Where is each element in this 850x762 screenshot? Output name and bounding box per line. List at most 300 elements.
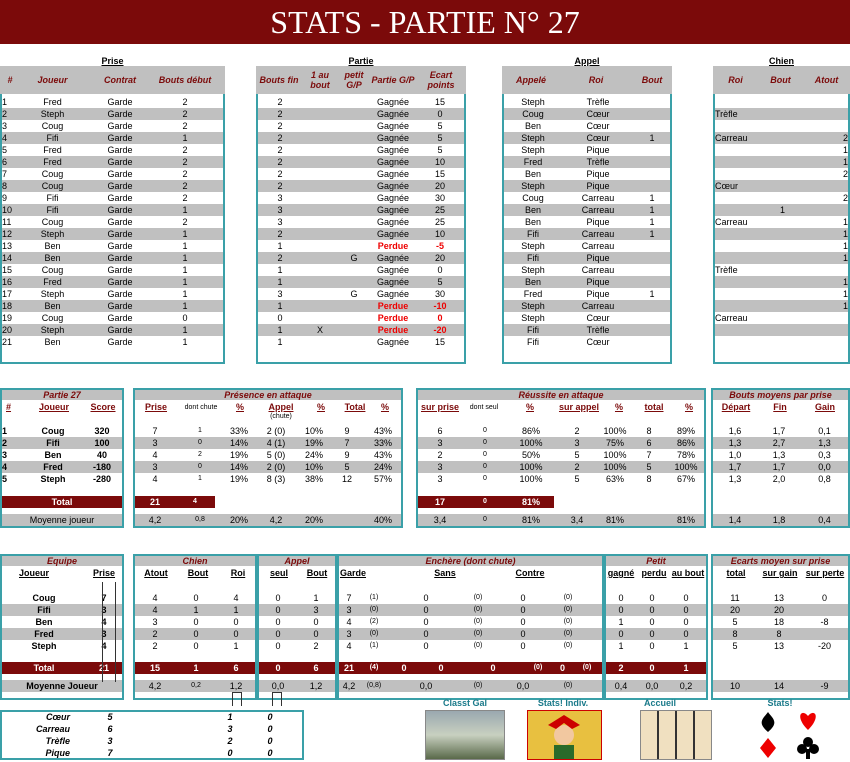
- table-row: [2, 156, 223, 168]
- table-cell: 1: [233, 605, 239, 615]
- table-row: [715, 252, 848, 264]
- table-cell: 4: [2, 133, 8, 143]
- table-cell: Coug: [41, 169, 64, 179]
- table-cell: Gagnée: [376, 205, 410, 215]
- table-cell: [338, 264, 370, 276]
- table-cell: G: [350, 289, 358, 299]
- table-cell: Carreau: [581, 265, 615, 275]
- accueil-link[interactable]: Accueil: [643, 698, 676, 708]
- table-cell: X: [316, 325, 323, 335]
- table-cell: 1: [618, 617, 624, 627]
- table-cell: 1,3: [818, 438, 831, 448]
- table-cell: 1: [198, 475, 202, 482]
- table-cell: 10: [434, 157, 445, 167]
- table-row: [258, 204, 464, 216]
- table-cell: [715, 192, 760, 204]
- table-cell: Garde: [107, 325, 133, 335]
- table-cell: 0: [275, 641, 281, 651]
- table-cell: [634, 180, 670, 192]
- table-cell: 1: [182, 241, 188, 251]
- table-row: [606, 616, 706, 628]
- table-cell: 0: [275, 629, 281, 639]
- table-cell: 0: [483, 451, 487, 458]
- table-cell: Perdue: [377, 325, 409, 335]
- table-cell: 3: [277, 289, 283, 299]
- table-cell: Gagnée: [376, 181, 410, 191]
- table-cell: [805, 108, 848, 120]
- table-cell: 20: [434, 181, 445, 191]
- table-cell: -5: [435, 241, 444, 251]
- table-cell: 0: [649, 605, 655, 615]
- jester-image[interactable]: [527, 710, 602, 760]
- table-cell: [338, 144, 370, 156]
- column-header: Fin: [773, 402, 787, 412]
- table-row: [504, 324, 670, 336]
- table-row: [2, 228, 223, 240]
- table-row: [715, 96, 848, 108]
- table-cell: 21: [343, 663, 354, 673]
- section-chien: Chien: [768, 56, 794, 66]
- table-cell: Garde: [107, 313, 133, 323]
- table-row: [258, 336, 464, 348]
- table-row: [259, 616, 335, 628]
- table-cell: Carreau: [581, 301, 615, 311]
- table-cell: Ben: [524, 217, 541, 227]
- table-cell: 1: [842, 301, 848, 311]
- table-cell: 2: [277, 157, 283, 167]
- table-cell: 0: [483, 439, 487, 446]
- table-cell: [760, 276, 805, 288]
- table-row: [715, 108, 848, 120]
- column-header: Garde: [340, 568, 367, 578]
- ecarts-title: Ecarts moyen sur prise: [713, 556, 848, 566]
- table-row: [2, 449, 122, 461]
- classement-image[interactable]: [425, 710, 505, 760]
- column-header: %: [380, 402, 389, 412]
- table-cell: 0: [490, 663, 496, 673]
- table-cell: 100%: [603, 450, 627, 460]
- table-cell: 17: [2, 289, 13, 299]
- table-row: [2, 473, 122, 485]
- table-cell: 15: [2, 265, 13, 275]
- table-cell: Steph: [521, 181, 545, 191]
- table-row: [606, 662, 706, 674]
- table-cell: [715, 336, 760, 348]
- table-cell: [760, 228, 805, 240]
- table-cell: [302, 252, 338, 264]
- table-cell: 4,2: [269, 515, 283, 525]
- table-cell: 2: [182, 193, 188, 203]
- reussite-title: Réussite en attaque: [418, 390, 704, 400]
- table-cell: Trèfle: [715, 109, 738, 119]
- table-cell: Ben: [524, 205, 541, 215]
- table-cell: [338, 108, 370, 120]
- table-cell: 2: [2, 438, 8, 448]
- table-cell: Gagnée: [376, 253, 410, 263]
- table-cell: Steph: [40, 109, 65, 119]
- table-row: [2, 96, 223, 108]
- table-cell: 3,4: [570, 515, 584, 525]
- table-cell: [760, 132, 805, 144]
- table-cell: Garde: [107, 265, 133, 275]
- table-cell: [302, 168, 338, 180]
- table-cell: [302, 228, 338, 240]
- table-cell: 2: [842, 193, 848, 203]
- suits-icon[interactable]: [750, 708, 830, 760]
- table-cell: 4,2: [148, 681, 162, 691]
- table-cell: 0,0: [645, 681, 659, 691]
- table-cell: (0): [563, 594, 573, 601]
- table-cell: [583, 616, 602, 628]
- table-cell: Moyenne Joueur: [26, 681, 98, 691]
- table-cell: 15: [434, 337, 445, 347]
- table-cell: (0,8): [366, 682, 382, 689]
- table-cell: 6: [313, 663, 319, 673]
- table-cell: 0: [649, 593, 655, 603]
- table-cell: Cœur: [46, 712, 70, 722]
- table-row: [715, 228, 848, 240]
- table-cell: 1: [277, 265, 283, 275]
- table-cell: [805, 96, 848, 108]
- table-cell: Gagnée: [376, 121, 410, 131]
- table-cell: 0: [483, 516, 487, 523]
- table-cell: 11: [730, 593, 740, 603]
- table-cell: 2: [277, 121, 283, 131]
- table-cell: [634, 156, 670, 168]
- table-cell: 1,8: [772, 515, 786, 525]
- table-cell: 0: [193, 641, 199, 651]
- table-cell: 81%: [521, 515, 540, 525]
- table-cell: 2: [277, 109, 283, 119]
- table-cell: Coug: [41, 121, 64, 131]
- table-row: [259, 640, 335, 652]
- table-cell: 1: [779, 205, 785, 215]
- table-cell: 0,2: [191, 682, 201, 689]
- table-cell: [760, 144, 805, 156]
- table-row: [259, 592, 335, 604]
- column-header: Score: [90, 402, 116, 412]
- table-cell: 100%: [603, 426, 627, 436]
- table-cell: Pique: [586, 169, 610, 179]
- table-cell: [760, 240, 805, 252]
- table-cell: 5: [2, 474, 8, 484]
- table-cell: Garde: [107, 145, 133, 155]
- table-row: [339, 680, 602, 692]
- table-cell: 4: [101, 641, 107, 651]
- table-cell: [715, 276, 760, 288]
- table-cell: (0): [473, 606, 483, 613]
- table-cell: 1,7: [728, 462, 742, 472]
- table-row: [504, 288, 670, 300]
- table-cell: Steph: [521, 241, 545, 251]
- table-cell: 0: [423, 641, 429, 651]
- table-cell: Fred: [43, 462, 63, 472]
- table-cell: 100%: [519, 438, 543, 448]
- stats-link[interactable]: Stats!: [767, 698, 793, 708]
- table-cell: [583, 604, 602, 616]
- table-cell: 100%: [519, 474, 543, 484]
- table-cell: 8: [646, 474, 652, 484]
- column-header: #: [6, 402, 12, 412]
- table-row: [713, 473, 848, 485]
- table-cell: 0: [649, 617, 655, 627]
- table-row: [258, 156, 464, 168]
- appel2-title: Appel: [259, 556, 335, 566]
- column-header: sur perte: [805, 568, 845, 578]
- table-cell: Gagnée: [376, 169, 410, 179]
- table-cell: 1,3: [728, 474, 742, 484]
- table-row: [713, 628, 848, 640]
- table-cell: 0: [559, 663, 565, 673]
- table-cell: [715, 120, 760, 132]
- table-cell: (0): [369, 606, 379, 613]
- table-row: [4, 735, 300, 747]
- table-cell: Fifi: [46, 193, 59, 203]
- table-cell: [302, 264, 338, 276]
- table-cell: 1: [842, 217, 848, 227]
- table-cell: Garde: [107, 289, 133, 299]
- table-row: [135, 425, 401, 437]
- table-cell: 0: [438, 663, 444, 673]
- table-cell: [634, 108, 670, 120]
- table-row: [135, 592, 255, 604]
- table-row: [713, 514, 848, 526]
- table-cell: (0): [563, 606, 573, 613]
- table-cell: Garde: [107, 133, 133, 143]
- table-cell: 86%: [521, 426, 540, 436]
- table-cell: Cœur: [586, 313, 610, 323]
- table-cell: 9: [344, 426, 350, 436]
- table-cell: 2: [842, 133, 848, 143]
- table-cell: 81%: [605, 515, 624, 525]
- table-cell: -20: [817, 641, 831, 651]
- table-cell: [338, 300, 370, 312]
- table-cell: 320: [94, 426, 110, 436]
- table-cell: 7: [344, 438, 350, 448]
- table-cell: 0: [193, 629, 199, 639]
- column-header: %: [235, 402, 244, 412]
- section-appel: Appel: [574, 56, 600, 66]
- table-cell: 3: [2, 121, 8, 131]
- table-cell: 0: [618, 629, 624, 639]
- column-header: Total: [344, 402, 366, 412]
- table-cell: [760, 300, 805, 312]
- table-cell: 18: [773, 617, 784, 627]
- table-cell: 0,1: [818, 426, 831, 436]
- column-header: Prise: [144, 402, 168, 412]
- table-cell: [634, 240, 670, 252]
- table-cell: 0: [437, 265, 443, 275]
- table-row: [2, 216, 223, 228]
- table-row: [504, 276, 670, 288]
- table-cell: 4,2: [148, 515, 162, 525]
- table-cell: 1: [649, 133, 655, 143]
- table-cell: 0: [437, 109, 443, 119]
- table-cell: [760, 96, 805, 108]
- table-cell: 1: [277, 241, 283, 251]
- table-cell: 1: [649, 205, 655, 215]
- table-cell: 1: [193, 663, 199, 673]
- table-cell: 1,2: [229, 681, 243, 691]
- table-cell: 0: [423, 593, 429, 603]
- table-cell: Steph: [521, 145, 545, 155]
- table-cell: Gagnée: [376, 145, 410, 155]
- table-cell: Fred: [34, 629, 54, 639]
- table-cell: 4: [233, 593, 239, 603]
- table-cell: Garde: [107, 109, 133, 119]
- table-row: [339, 640, 602, 652]
- column-header: %: [525, 402, 534, 412]
- table-cell: Cœur: [586, 109, 610, 119]
- table-cell: 0: [275, 617, 281, 627]
- table-cell: 0: [267, 724, 273, 734]
- table-cell: 43%: [373, 426, 392, 436]
- table-row: [2, 336, 223, 348]
- table-cell: [338, 96, 370, 108]
- table-cell: [715, 204, 760, 216]
- table-row: [504, 216, 670, 228]
- chien2-title: Chien: [135, 556, 255, 566]
- table-row: [504, 192, 670, 204]
- table-cell: Garde: [107, 253, 133, 263]
- table-cell: [630, 514, 668, 526]
- table-row: [135, 628, 255, 640]
- table-cell: 11: [2, 217, 12, 227]
- column-header: Sans: [434, 568, 456, 578]
- table-cell: 19%: [229, 474, 248, 484]
- table-row: [504, 156, 670, 168]
- table-row: [135, 640, 255, 652]
- table-cell: -9: [820, 681, 829, 691]
- table-cell: 19%: [304, 438, 323, 448]
- table-cell: Trèfle: [586, 97, 610, 107]
- table-cell: 3: [346, 629, 352, 639]
- table-row: [715, 132, 848, 144]
- table-cell: [338, 216, 370, 228]
- table-cell: 75%: [605, 438, 624, 448]
- table-cell: 0: [193, 617, 199, 627]
- table-cell: 3: [437, 438, 443, 448]
- table-cell: Ben: [44, 301, 61, 311]
- table-cell: Fifi: [527, 337, 539, 347]
- table-row: [418, 514, 704, 526]
- table-cell: 0: [520, 641, 526, 651]
- column-header: Joueur: [18, 568, 49, 578]
- table-cell: [634, 144, 670, 156]
- table-cell: Pique: [586, 217, 610, 227]
- table-cell: 1: [618, 641, 624, 651]
- table-row: [715, 216, 848, 228]
- table-cell: 0,0: [271, 681, 285, 691]
- classt-gal-link[interactable]: Classt Gal: [442, 698, 488, 708]
- table-cell: [715, 288, 760, 300]
- table-cell: 4: [2, 462, 8, 472]
- table-cell: 100: [94, 438, 110, 448]
- table-cell: Trèfle: [45, 736, 70, 746]
- table-cell: [302, 276, 338, 288]
- table-cell: [715, 168, 760, 180]
- table-row: [504, 168, 670, 180]
- table-cell: [338, 336, 370, 348]
- table-row: [2, 425, 122, 437]
- table-cell: 5: [732, 641, 738, 651]
- stats-indiv-link[interactable]: Stats! Indiv.: [537, 698, 589, 708]
- table-cell: 81%: [676, 515, 695, 525]
- table-cell: Perdue: [377, 313, 409, 323]
- table-cell: Carreau: [581, 193, 615, 203]
- table-cell: 1: [649, 289, 655, 299]
- table-cell: (0): [473, 682, 483, 689]
- table-cell: 30: [434, 289, 445, 299]
- table-cell: 50%: [521, 450, 540, 460]
- table-cell: [302, 108, 338, 120]
- table-cell: Gagnée: [376, 217, 410, 227]
- table-cell: 8 (3): [266, 474, 286, 484]
- table-cell: 0: [483, 463, 487, 470]
- table-row: [418, 449, 704, 461]
- table-cell: [715, 300, 760, 312]
- table-cell: 0: [618, 605, 624, 615]
- table-cell: [760, 264, 805, 276]
- table-cell: [760, 120, 805, 132]
- table-cell: 0: [198, 463, 202, 470]
- table-row: [713, 449, 848, 461]
- table-cell: 2: [182, 121, 188, 131]
- table-cell: Fred: [43, 97, 62, 107]
- table-cell: Garde: [107, 121, 133, 131]
- table-cell: 2: [277, 133, 283, 143]
- table-cell: 3: [101, 629, 107, 639]
- table-cell: Cœur: [586, 133, 610, 143]
- table-cell: 2: [842, 169, 848, 179]
- table-cell: [715, 156, 760, 168]
- table-cell: Pique: [586, 289, 610, 299]
- column-header: dont chute: [184, 404, 218, 411]
- table-cell: 2 (0): [266, 426, 286, 436]
- table-row: [135, 473, 401, 485]
- table-cell: 2: [574, 426, 580, 436]
- table-row: [2, 180, 223, 192]
- table-cell: Pique: [586, 253, 610, 263]
- table-cell: 3: [277, 193, 283, 203]
- table-cell: -10: [433, 301, 447, 311]
- table-cell: [760, 108, 805, 120]
- table-cell: (0): [533, 664, 543, 671]
- page-title: STATS - PARTIE N° 27: [0, 0, 850, 44]
- table-row: [258, 264, 464, 276]
- table-cell: [583, 680, 602, 692]
- cards-image[interactable]: [640, 710, 712, 760]
- table-row: [258, 324, 464, 336]
- table-cell: 1: [313, 593, 319, 603]
- table-row: [715, 288, 848, 300]
- table-cell: Ben: [44, 253, 61, 263]
- table-cell: [634, 264, 670, 276]
- table-cell: [805, 120, 848, 132]
- table-cell: 0: [275, 663, 281, 673]
- table-cell: Trèfle: [586, 157, 610, 167]
- table-cell: 10: [2, 205, 13, 215]
- table-cell: 1: [649, 229, 655, 239]
- table-cell: 1: [2, 97, 8, 107]
- table-cell: 30: [434, 193, 445, 203]
- table-cell: Garde: [107, 277, 133, 287]
- table-cell: 2: [182, 97, 188, 107]
- table-cell: 5: [437, 121, 443, 131]
- column-header: Bout: [306, 568, 328, 578]
- table-cell: 1,6: [728, 426, 742, 436]
- table-cell: [302, 120, 338, 132]
